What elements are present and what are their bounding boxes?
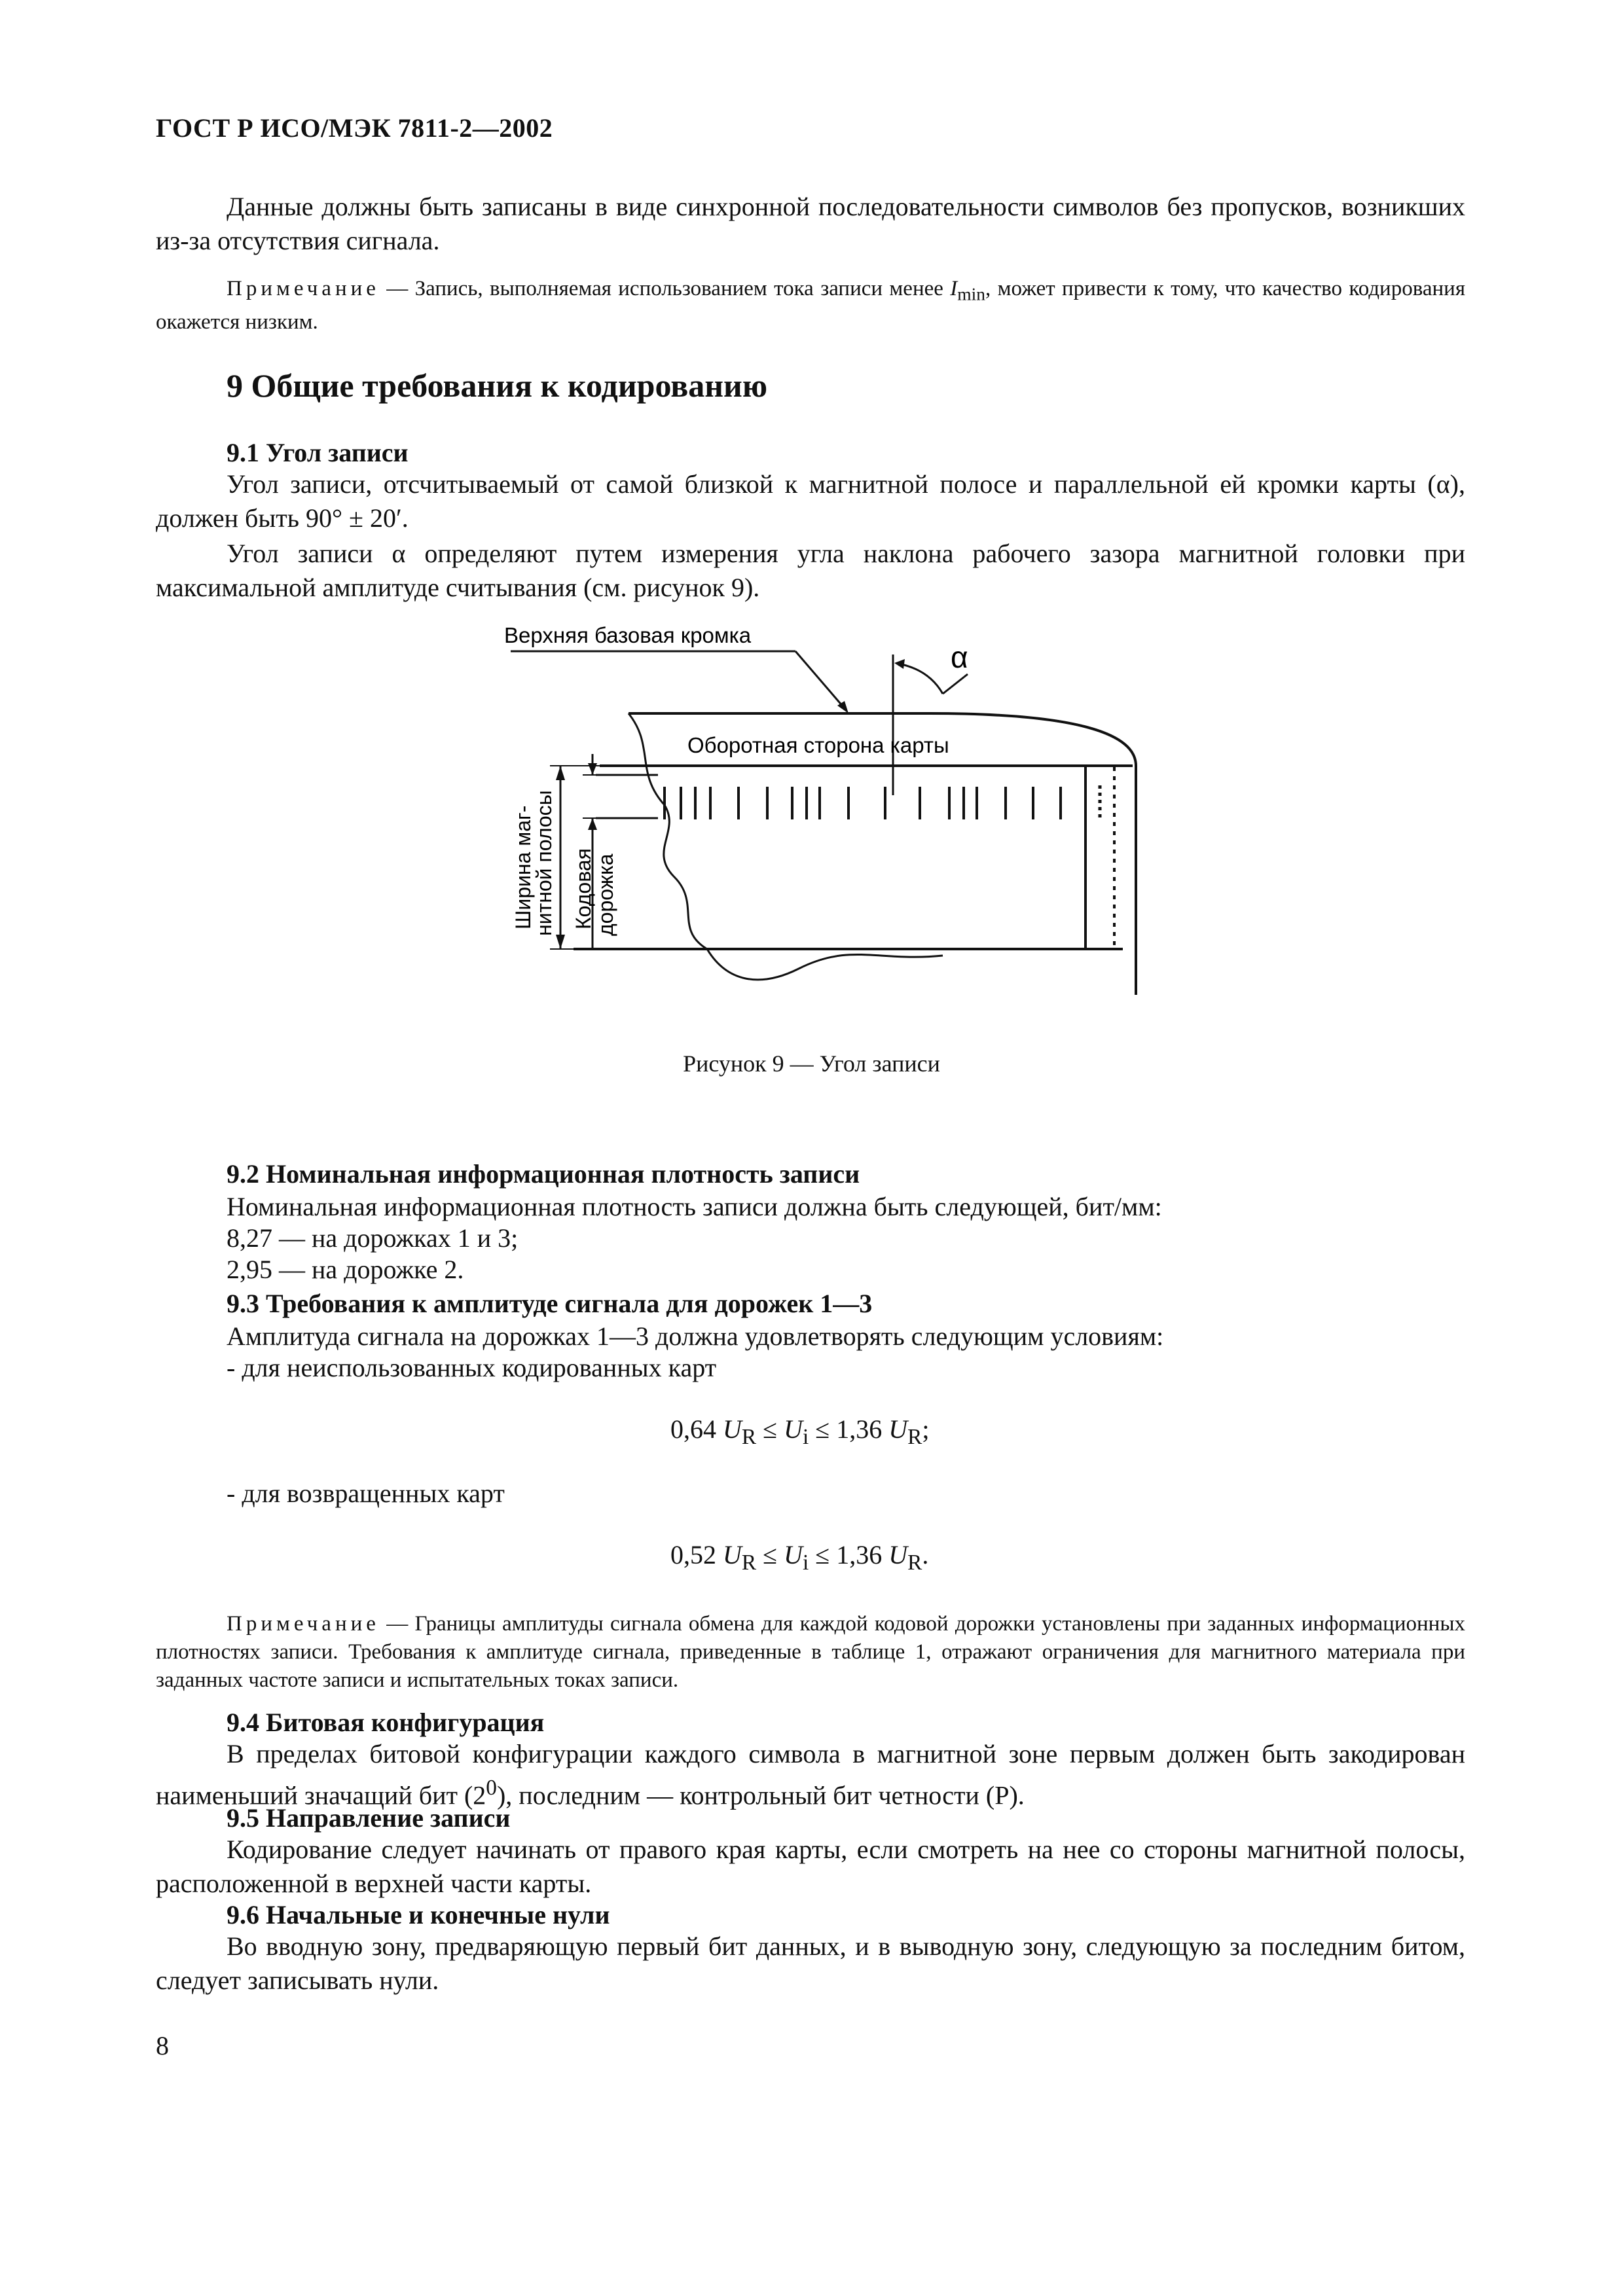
section-9-6-title: 9.6 Начальные и конечные нули	[227, 1900, 610, 1929]
note-text-1: — Запись, выполняемая использованием тока записи менее	[379, 277, 951, 300]
note-label: Примечание	[227, 1612, 380, 1636]
code-track-label-line1: Кодовая	[572, 848, 595, 929]
note-text-2: , может привести к тому, что качество кодирования окажется низким.	[156, 277, 1465, 334]
imin-symbol: I	[950, 277, 958, 300]
density-track-2: 2,95 — на дорожке 2.	[227, 1255, 464, 1284]
formula-returned-cards: 0,52 $U_R \le U_i \le 1,36$ $U_R$.	[670, 1540, 929, 1575]
page-number: 8	[156, 2031, 169, 2060]
figure-9-diagram	[484, 615, 1159, 1021]
section-9-6-p1: Во вводную зону, предваряющую первый бит данных, и в выводную зону, следующую за последним битом, следует записывать нули.	[156, 1931, 1465, 1995]
condition-returned-cards: - для возвращенных карт	[227, 1479, 505, 1508]
section-9-1-p2: Угол записи α определяют путем измерения угла наклона рабочего зазора магнитной головки при максимальной амплитуде считывания (см. рисунок 9).	[156, 539, 1465, 602]
section-9-2-title: 9.2 Номинальная информационная плотность записи	[227, 1159, 860, 1189]
alpha-arc	[902, 664, 943, 694]
alpha-arrowhead-icon	[894, 659, 905, 669]
figure-caption: Рисунок 9 — Угол записи	[683, 1050, 940, 1077]
top-edge-label: Верхняя базовая кромка	[504, 623, 752, 647]
section-9-3-title: 9.3 Требования к амплитуде сигнала для дорожек 1—3	[227, 1289, 873, 1318]
stripe-width-label-line2: нитной полосы	[532, 790, 556, 936]
stripe-width-label-line1: Ширина маг-	[511, 805, 535, 929]
alpha-leader	[943, 674, 968, 694]
alpha-label: α	[951, 640, 968, 674]
recorded-bit-marks	[665, 787, 1061, 819]
condition-unused-cards: - для неиспользованных кодированных карт	[227, 1353, 717, 1382]
section-9-3-p1: Амплитуда сигнала на дорожках 1—3 должна удовлетворять следующим условиям:	[227, 1321, 1164, 1351]
section-9-3-note	[156, 1610, 1465, 1695]
density-tracks-1-3: 8,27 — на дорожках 1 и 3;	[227, 1223, 519, 1253]
section-9-2-p1: Номинальная информационная плотность записи должна быть следующей, бит/мм:	[227, 1192, 1162, 1221]
section-9-1-title: 9.1 Угол записи	[227, 438, 409, 467]
section-9-5-title: 9.5 Направление записи	[227, 1803, 511, 1833]
document-header: ГОСТ Р ИСО/МЭК 7811-2—2002	[156, 113, 553, 143]
section-9-4-p1: В пределах битовой конфигурации каждого символа в магнитной зоне первым должен быть закодирован наименьший значащий бит $(2^0)$, последним — контрольный бит четности (P).	[156, 1739, 1465, 1810]
intro-note	[156, 275, 1465, 336]
section-9-4-title: 9.4 Битовая конфигурация	[227, 1708, 545, 1737]
bit-exponent: 0	[486, 1776, 497, 1800]
formula-unused-cards: 0,64 $U_R \le U_i \le 1,36$ $U_R$;	[670, 1414, 930, 1449]
imin-subscript: min	[957, 283, 986, 304]
intro-paragraph: Данные должны быть записаны в виде синхронной последовательности символов без пропусков, возникших из-за отсутствия сигнала.	[156, 192, 1465, 255]
section-9-1-p1: Угол записи, отсчитываемый от самой близкой к магнитной полосе и параллельной ей кромки карты (α), должен быть 90° ± 20′.	[156, 469, 1465, 533]
section-9-5-p1: Кодирование следует начинать от правого края карты, если смотреть на нее со стороны магнитной полосы, расположенной в верхней части карты.	[156, 1835, 1465, 1898]
note-label: Примечание	[227, 277, 380, 300]
back-side-label: Оборотная сторона карты	[687, 733, 949, 757]
code-track-label-line2: дорожка	[594, 853, 617, 936]
note-text: — Границы амплитуды сигнала обмена для каждой кодовой дорожки установлены при заданных информационных плотностях записи. Требования к амплитуде сигнала, приведенные в таблице 1, отражают ограничения для магнитного материала при заданных частоте записи и испытательных токах записи.	[156, 1612, 1465, 1692]
section-9-title: 9 Общие требования к кодированию	[227, 367, 768, 404]
top-edge-leader	[795, 651, 843, 707]
